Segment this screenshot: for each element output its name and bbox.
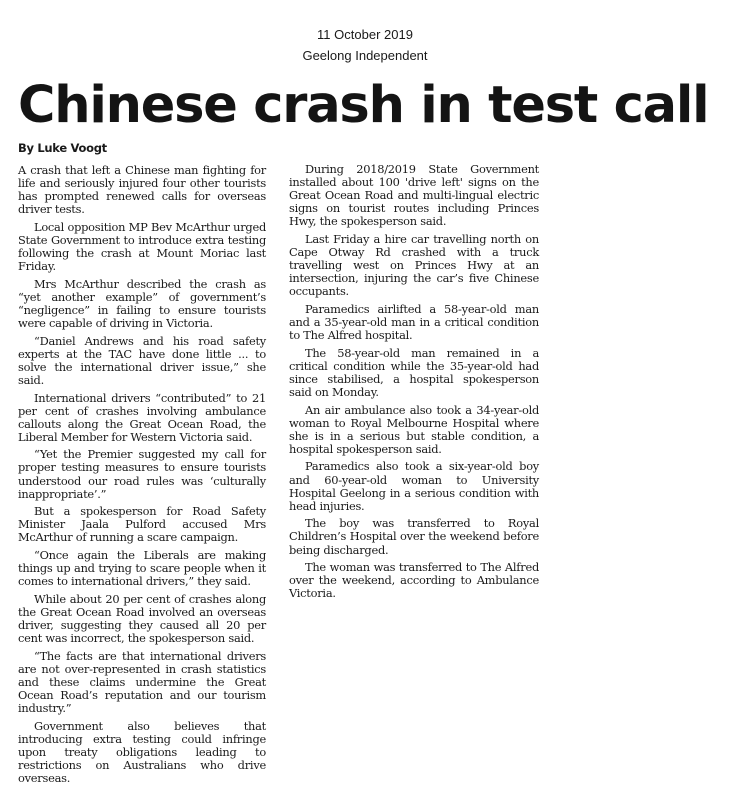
article-column-right	[289, 163, 539, 605]
paragraph: Last Friday a hire car travelling north on Cape Otway Rd crashed with a truck travelling west on Princes Hwy at an intersection, injuring the car’s five Chinese occupants.	[289, 231, 539, 299]
paragraph: But a spokesperson for Road Safety Minister Jaala Pulford accused Mrs McArthur of running a scare campaign.	[18, 504, 266, 545]
article-column-left	[18, 164, 266, 790]
paragraph: “Daniel Andrews and his road safety experts at the TAC have done little ... to solve the international driver issue,” she said.	[18, 333, 266, 387]
paragraph: International drivers “contributed” to 21 per cent of crashes involving ambulance callouts along the Great Ocean Road, the Liberal Member for Western Victoria said.	[18, 390, 266, 444]
paragraph: A crash that left a Chinese man fighting for life and seriously injured four other tourists has prompted renewed calls for overseas driver tests.	[18, 163, 266, 217]
paragraph: Paramedics also took a six-year-old boy and 60-year-old woman to University Hospital Geelong in a serious condition with head injuries.	[289, 459, 539, 513]
publication-name: Geelong Independent	[302, 48, 428, 63]
paragraph: While about 20 per cent of crashes along the Great Ocean Road involved an overseas driver, suggesting they caused all 20 per cent was incorrect, the spokesperson said.	[18, 591, 266, 646]
paragraph: “Yet the Premier suggested my call for proper testing measures to ensure tourists understood our road rules was ‘culturally inappropriate’.”	[18, 447, 266, 501]
paragraph: The woman was transferred to The Alfred over the weekend, according to Ambulance Victoria.	[289, 560, 539, 601]
publication-date: 11 October 2019	[317, 27, 413, 42]
paragraph: During 2018/2019 State Government installed about 100 'drive left' signs on the Great Ocean Road and multi-lingual electric signs on tourist routes including Princes Hwy, the spokesperson said.	[289, 162, 539, 229]
paragraph: “The facts are that international drivers are not over-represented in crash statistics and these claims undermine the Great Ocean Road’s reputation and our tourism industry.”	[18, 648, 266, 716]
paragraph: Local opposition MP Bev McArthur urged State Government to introduce extra testing following the crash at Mount Moriac last Friday.	[18, 219, 266, 274]
paragraph: An air ambulance also took a 34-year-old woman to Royal Melbourne Hospital where she is in a serious but stable condition, a hospital spokesperson said.	[289, 402, 539, 456]
paragraph: The boy was transferred to Royal Children’s Hospital over the weekend before being discharged.	[289, 516, 539, 557]
paragraph: Government also believes that introducing extra testing could infringe upon treaty obligations leading to restrictions on Australians who drive overseas.	[18, 718, 266, 786]
paragraph: The 58-year-old man remained in a critical condition while the 35-year-old had since stabilised, a hospital spokesperson said on Monday.	[289, 345, 539, 399]
paragraph: Paramedics airlifted a 58-year-old man and a 35-year-old man in a critical condition to The Alfred hospital.	[289, 301, 539, 343]
paragraph: Mrs McArthur described the crash as “yet another example” of government’s “negligence” in failing to ensure tourists were capable of driving in Victoria.	[18, 276, 266, 331]
article-byline: By Luke Voogt	[18, 141, 107, 155]
paragraph: “Once again the Liberals are making things up and trying to scare people when it comes to international drivers,” they said.	[18, 548, 266, 589]
article-headline: Chinese crash in test call	[18, 76, 709, 135]
